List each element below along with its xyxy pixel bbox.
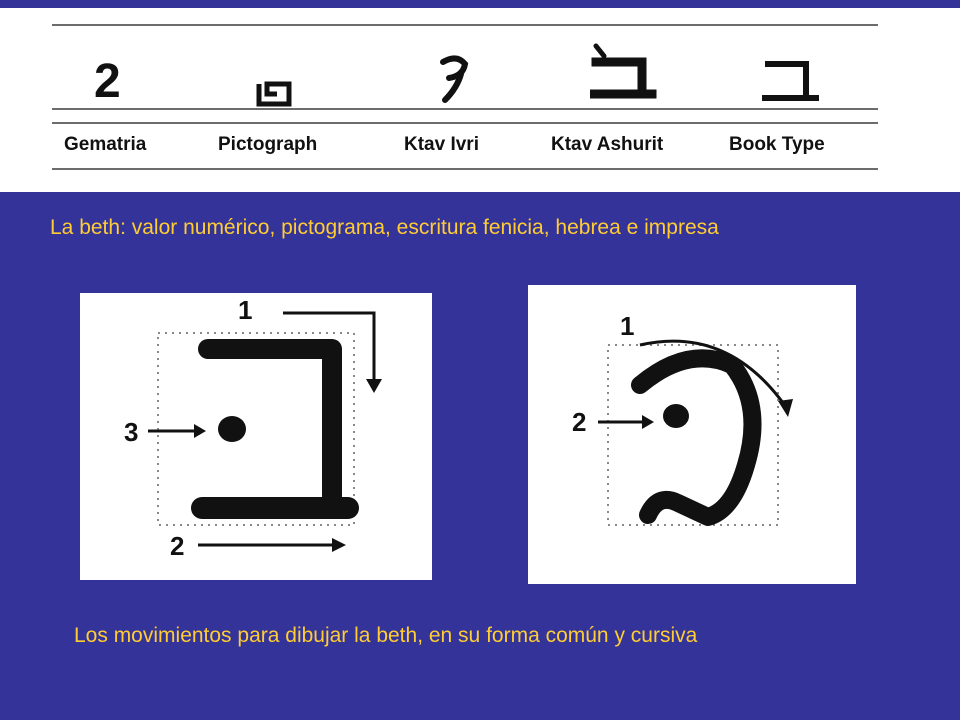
letter-chart-panel <box>0 8 960 192</box>
book-type-beth-icon <box>762 56 822 106</box>
step-2-label: 2 <box>170 531 185 561</box>
chart-divider-top <box>52 24 892 26</box>
caption-bottom: Los movimientos para dibujar la beth, en su forma común y cursiva <box>74 624 698 647</box>
label-ktav-ashurit: Ktav Ashurit <box>551 134 664 155</box>
letter-chart-strip <box>22 8 877 184</box>
label-gematria: Gematria <box>64 134 147 155</box>
pictograph-house-icon <box>255 78 295 110</box>
chart-divider-middle-2 <box>52 122 892 124</box>
ktav-ivri-beth-icon <box>427 48 477 108</box>
chart-divider-middle <box>52 108 892 110</box>
step-3-label: 3 <box>124 417 139 447</box>
block-beth-diagram <box>80 293 432 580</box>
caption-top: La beth: valor numérico, pictograma, escritura fenicia, hebrea e impresa <box>50 216 719 239</box>
cursive-step-1-label: 1 <box>620 311 635 341</box>
label-ktav-ivri: Ktav Ivri <box>404 134 479 155</box>
gematria-value <box>94 55 121 108</box>
cursive-beth-diagram <box>528 285 856 584</box>
chart-margin <box>878 8 960 192</box>
ktav-ashurit-beth-icon <box>590 42 660 106</box>
label-pictograph: Pictograph <box>218 134 318 155</box>
step-1-label: 1 <box>238 295 253 325</box>
chart-divider-bottom <box>52 168 892 170</box>
cursive-step-2-label: 2 <box>572 407 587 437</box>
gematria-number: 2 <box>94 55 121 108</box>
label-book-type: Book Type <box>729 134 825 155</box>
